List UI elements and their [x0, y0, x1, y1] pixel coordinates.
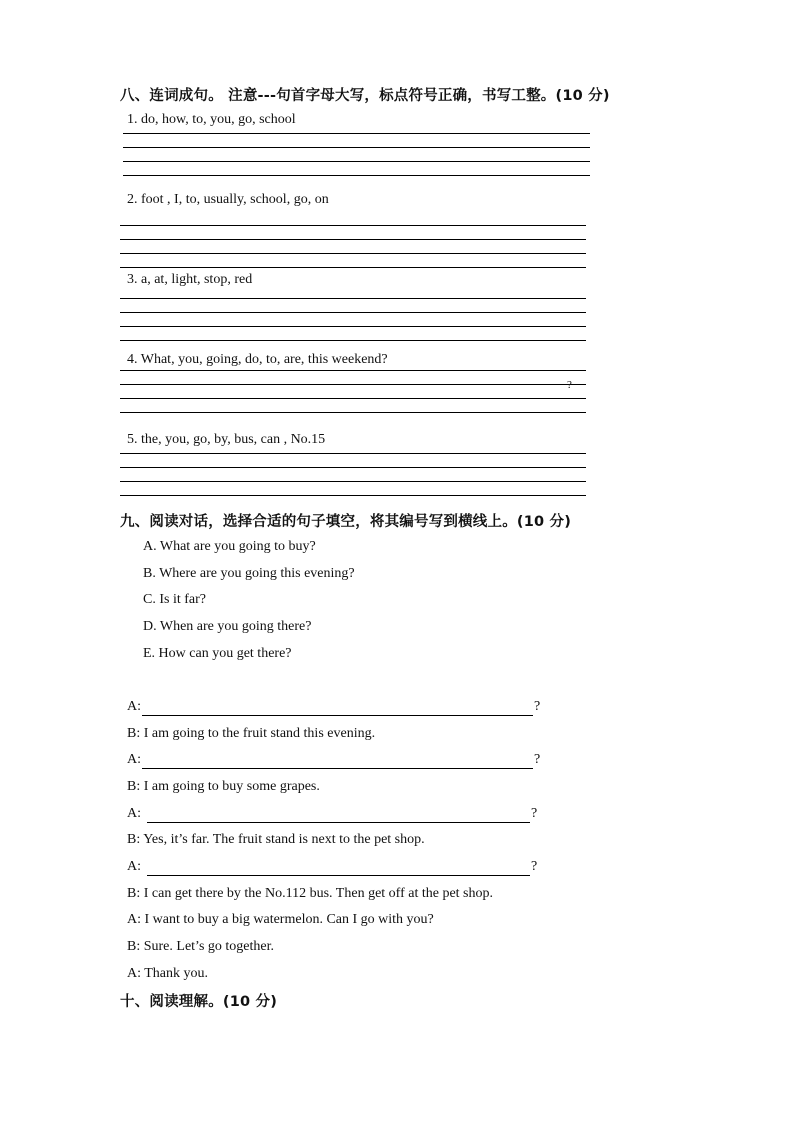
question-mark: ? [531, 806, 538, 821]
question-mark: ? [531, 859, 538, 874]
answer-blank-2[interactable] [142, 768, 533, 769]
dialogue-speaker: A: [127, 912, 141, 927]
writing-line[interactable] [120, 467, 586, 468]
sentence-prompt-4: 4. What, you, going, do, to, are, this weekend? [127, 352, 388, 367]
dialogue-text: I am going to buy some grapes. [143, 779, 320, 794]
question-mark: ? [534, 699, 541, 714]
question-mark: ? [567, 379, 572, 391]
writing-line[interactable] [120, 239, 586, 240]
writing-line[interactable] [120, 398, 586, 399]
dialogue-text: I am going to the fruit stand this evening. [143, 726, 376, 741]
writing-line[interactable] [120, 312, 586, 313]
writing-line[interactable] [120, 326, 586, 327]
dialogue-text: I can get there by the No.112 bus. Then get off at the pet shop. [143, 886, 493, 901]
option-d: D. When are you going there? [143, 619, 312, 634]
writing-line[interactable] [120, 225, 586, 226]
dialogue-speaker: B: [127, 779, 141, 794]
writing-line[interactable] [123, 133, 590, 134]
section-8-title: 八、连词成句。 注意---句首字母大写，标点符号正确，书写工整。(10 分) [120, 88, 610, 104]
sentence-prompt-2: 2. foot , I, to, usually, school, go, on [127, 192, 329, 207]
writing-line[interactable] [120, 412, 586, 413]
dialogue-line [127, 966, 208, 982]
writing-line[interactable] [123, 147, 590, 148]
option-b: B. Where are you going this evening? [143, 566, 355, 581]
writing-line[interactable] [120, 481, 586, 482]
option-a: A. What are you going to buy? [143, 539, 316, 554]
answer-blank-4[interactable] [147, 875, 530, 876]
dialogue-speaker: A: [127, 966, 141, 981]
writing-line[interactable] [120, 340, 586, 341]
dialogue-speaker: B: [127, 886, 141, 901]
dialogue-speaker: B: [127, 939, 141, 954]
dialogue-speaker: B: [127, 726, 141, 741]
writing-line[interactable] [123, 175, 590, 176]
dialogue-line [127, 779, 320, 795]
writing-line[interactable] [120, 267, 586, 268]
dialogue-line [127, 886, 493, 902]
option-e: E. How can you get there? [143, 646, 292, 661]
writing-line[interactable] [123, 161, 590, 162]
dialogue-text: I want to buy a big watermelon. Can I go with you? [144, 912, 434, 927]
sentence-prompt-5: 5. the, you, go, by, bus, can , No.15 [127, 432, 326, 447]
question-mark: ? [534, 752, 541, 767]
writing-line[interactable] [120, 495, 586, 496]
section-9-title: 九、阅读对话，选择合适的句子填空，将其编号写到横线上。(10 分) [120, 514, 572, 530]
answer-blank-3[interactable] [147, 822, 530, 823]
writing-line[interactable] [120, 453, 586, 454]
dialogue-line [127, 912, 434, 928]
writing-line[interactable] [120, 253, 586, 254]
writing-line[interactable] [120, 384, 586, 385]
writing-line[interactable] [120, 298, 586, 299]
writing-line[interactable] [120, 370, 586, 371]
dialogue-text: Yes, it’s far. The fruit stand is next to the pet shop. [143, 832, 425, 847]
dialogue-line [127, 832, 425, 848]
dialogue-speaker: A: [127, 699, 141, 714]
dialogue-speaker: A: [127, 752, 141, 767]
sentence-prompt-3: 3. a, at, light, stop, red [127, 272, 253, 287]
dialogue-line [127, 726, 375, 742]
section-10-title: 十、阅读理解。(10 分) [120, 994, 278, 1010]
dialogue-speaker: B: [127, 832, 141, 847]
option-c: C. Is it far? [143, 592, 206, 607]
sentence-prompt-1: 1. do, how, to, you, go, school [127, 112, 296, 127]
dialogue-text: Thank you. [144, 966, 209, 981]
dialogue-speaker: A: [127, 859, 141, 874]
dialogue-line [127, 939, 274, 955]
dialogue-speaker: A: [127, 806, 141, 821]
dialogue-text: Sure. Let’s go together. [143, 939, 274, 954]
answer-blank-1[interactable] [142, 715, 533, 716]
